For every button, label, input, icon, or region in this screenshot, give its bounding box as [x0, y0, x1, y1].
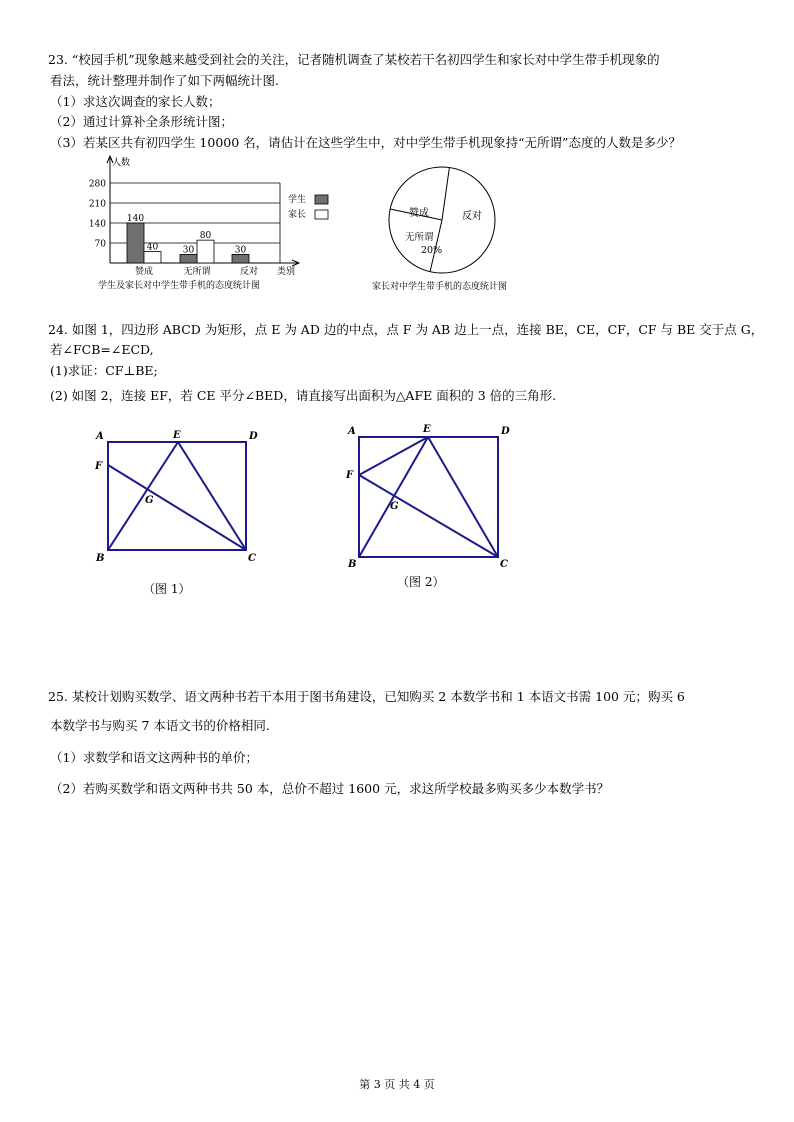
q25-stem-line2: 本数学书与购买 7 本语文书的价格相同. — [50, 718, 270, 733]
bar-label-0-0: 140 — [126, 214, 145, 224]
bar-ytick-280: 280 — [88, 179, 106, 190]
pie-label-approve: 赞成 — [409, 208, 429, 219]
pie-chart-title: 家长对中学生带手机的态度统计图 — [372, 282, 508, 292]
bar-家长-0 — [144, 252, 161, 263]
bar-category-1: 无所谓 — [183, 267, 211, 277]
fig1-label-B: B — [96, 553, 105, 564]
fig2-rectangle — [359, 437, 498, 557]
bar-label-2-1: 30 — [182, 245, 195, 256]
q23-stem-line1: 23. “校园手机”现象越来越受到社会的关注，记者随机调查了某校若干名初四学生和家长对中学生带手机现象的 — [48, 52, 660, 67]
pie-label-indifferent: 无所谓 — [405, 232, 434, 243]
bar-chart — [70, 150, 370, 295]
fig2-label-A: A — [348, 426, 356, 437]
bar-ytick-210: 210 — [88, 199, 106, 210]
bar-category-2: 反对 — [239, 267, 259, 277]
fig1-label-E: E — [173, 430, 181, 441]
bar-ytick-70: 70 — [94, 239, 106, 250]
bar-x-label: 类别 — [276, 267, 296, 277]
q24-stem-line2: 若∠FCB=∠ECD, — [50, 342, 154, 357]
legend-parent-label: 家长 — [288, 210, 307, 220]
fig2-label-F: F — [346, 470, 354, 481]
legend-parent-swatch — [315, 210, 328, 219]
q23-part2: （2）通过计算补全条形统计图； — [50, 114, 233, 129]
bar-学生（其余）-1 — [180, 254, 197, 263]
pie-label-indifferent-pct: 20% — [421, 245, 443, 256]
legend-student-swatch — [315, 195, 328, 204]
fig2-label-B: B — [348, 559, 357, 570]
fig1-line-CF — [108, 465, 246, 550]
fig2-label-E: E — [423, 424, 431, 435]
fig1-label-G: G — [145, 495, 154, 506]
q23-part1: （1）求这次调查的家长人数； — [50, 94, 221, 109]
bar-家长-1 — [197, 240, 214, 263]
q23-part3: （3）若某区共有初四学生 10000 名，请估计在这些学生中，对中学生带手机现象持“无所谓”态度的人数是多少？ — [50, 135, 681, 150]
bar-学生-0 — [127, 223, 144, 263]
fig1-label-C: C — [248, 553, 256, 564]
bar-label-1-0: 40 — [146, 242, 159, 253]
fig1-rectangle — [108, 442, 246, 550]
q24-stem-line1: 24. 如图 1，四边形 ABCD 为矩形，点 E 为 AD 边的中点，点 F 为 AB 边上一点，连接 BE，CE，CF，CF 与 BE 交于点 G， — [48, 322, 764, 337]
bar-y-label: 人数 — [112, 158, 131, 168]
bar-label-1-1: 80 — [199, 231, 212, 242]
q25-stem-line1: 25. 某校计划购买数学、语文两种书若干本用于图书角建设，已知购买 2 本数学书和 1 本语文书需 100 元；购买 6 — [48, 689, 685, 704]
q23-stem-line2: 看法，统计整理并制作了如下两幅统计图. — [50, 73, 279, 88]
fig1-label-D: D — [249, 431, 258, 442]
page-footer: 第 3 页 共 4 页 — [359, 1078, 435, 1091]
legend-student-label: 学生 — [288, 195, 307, 205]
pie-chart — [365, 158, 545, 295]
bar-category-0: 赞成 — [134, 267, 154, 277]
fig1-label-A: A — [96, 431, 104, 442]
bar-ytick-140: 140 — [88, 219, 106, 230]
figure-1 — [90, 425, 270, 575]
q24-part2: (2) 如图 2，连接 EF，若 CE 平分∠BED，请直接写出面积为△AFE 面积的 3 倍的三角形. — [50, 388, 557, 403]
bar-label-2-2: 30 — [234, 245, 247, 256]
fig1-caption: （图 1） — [143, 582, 191, 596]
q24-part1: (1)求证：CF⊥BE; — [50, 363, 158, 378]
fig1-line-BE — [108, 442, 178, 550]
bar-chart-title: 学生及家长对中学生带手机的态度统计图 — [98, 281, 261, 291]
q25-part2: （2）若购买数学和语文两种书共 50 本，总价不超过 1600 元，求这所学校最多购买多少本数学书？ — [50, 781, 610, 796]
bar-学生（其余）-2 — [232, 254, 249, 263]
figure-2 — [340, 420, 520, 575]
fig1-line-CE — [178, 442, 246, 550]
q25-part1: （1）求数学和语文这两种书的单价； — [50, 750, 258, 765]
fig2-label-D: D — [501, 426, 510, 437]
fig2-line-CE — [428, 437, 498, 557]
pie-label-oppose: 反对 — [462, 211, 482, 222]
fig2-line-CF — [359, 475, 498, 557]
fig2-label-C: C — [500, 559, 508, 570]
fig1-label-F: F — [95, 461, 103, 472]
fig2-caption: （图 2） — [397, 575, 445, 589]
fig2-label-G: G — [390, 501, 399, 512]
